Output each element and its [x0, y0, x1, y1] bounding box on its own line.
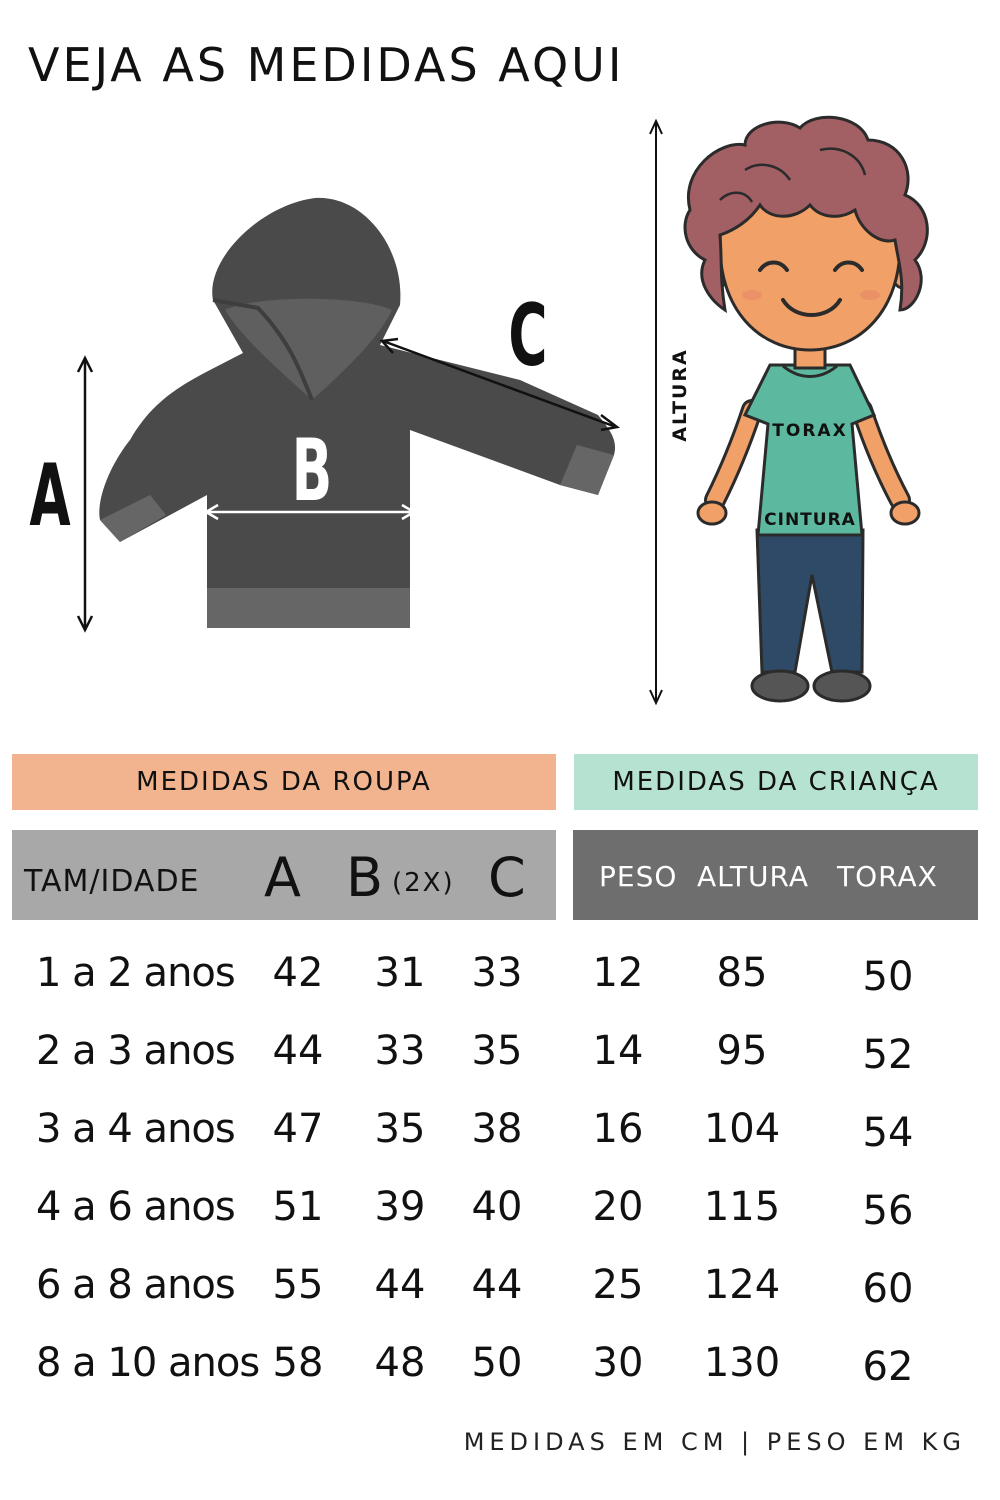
- cell-altura: 115: [703, 1184, 781, 1230]
- cell-peso: 25: [592, 1262, 644, 1308]
- cell-torax: 56: [862, 1188, 914, 1234]
- cell-tam: 8 a 10 anos: [36, 1340, 260, 1386]
- cell-b: 48: [374, 1340, 426, 1386]
- header-medidas-crianca: MEDIDAS DA CRIANÇA: [574, 754, 978, 810]
- cell-peso: 30: [592, 1340, 644, 1386]
- cell-torax: 62: [862, 1344, 914, 1390]
- label-altura: ALTURA: [669, 348, 691, 442]
- cell-altura: 95: [716, 1028, 768, 1074]
- col-b-note: (2X): [392, 868, 455, 898]
- table-row: [0, 1174, 1000, 1252]
- cell-altura: 130: [703, 1340, 781, 1386]
- cell-c: 38: [471, 1106, 523, 1152]
- cell-c: 44: [471, 1262, 523, 1308]
- cell-torax: 52: [862, 1032, 914, 1078]
- table-row: [0, 1018, 1000, 1096]
- cell-tam: 2 a 3 anos: [36, 1028, 235, 1074]
- child-icon: [685, 117, 927, 701]
- cell-a: 44: [272, 1028, 324, 1074]
- col-altura: ALTURA: [697, 860, 809, 893]
- cell-altura: 124: [703, 1262, 781, 1308]
- label-c: C: [508, 285, 548, 386]
- cell-a: 42: [272, 950, 324, 996]
- col-tam-idade: TAM/IDADE: [24, 864, 200, 899]
- column-header-roupa: [12, 830, 556, 920]
- size-table: [0, 940, 1000, 1408]
- cell-peso: 20: [592, 1184, 644, 1230]
- cell-altura: 104: [703, 1106, 781, 1152]
- cell-b: 33: [374, 1028, 426, 1074]
- measurement-illustration: [0, 110, 1000, 720]
- col-peso: PESO: [599, 860, 678, 893]
- cell-torax: 50: [862, 954, 914, 1000]
- label-b: B: [291, 420, 333, 521]
- cell-peso: 14: [592, 1028, 644, 1074]
- cell-peso: 16: [592, 1106, 644, 1152]
- col-c: C: [488, 846, 526, 909]
- page-title: VEJA AS MEDIDAS AQUI: [28, 38, 625, 92]
- col-torax: TORAX: [837, 860, 938, 893]
- table-row: [0, 1252, 1000, 1330]
- label-torax: TORAX: [772, 421, 848, 441]
- arrow-a-icon: [78, 358, 92, 630]
- header-medidas-roupa: MEDIDAS DA ROUPA: [12, 754, 556, 810]
- cell-b: 35: [374, 1106, 426, 1152]
- cell-c: 50: [471, 1340, 523, 1386]
- cell-c: 35: [471, 1028, 523, 1074]
- cell-a: 55: [272, 1262, 324, 1308]
- cell-tam: 3 a 4 anos: [36, 1106, 235, 1152]
- cell-peso: 12: [592, 950, 644, 996]
- column-header-crianca: [573, 830, 978, 920]
- cell-torax: 60: [862, 1266, 914, 1312]
- units-footer: MEDIDAS EM CM | PESO EM KG: [463, 1428, 966, 1456]
- col-a: A: [264, 846, 301, 909]
- table-row: [0, 1330, 1000, 1408]
- label-cintura: CINTURA: [764, 510, 856, 530]
- cell-tam: 4 a 6 anos: [36, 1184, 235, 1230]
- cell-a: 51: [272, 1184, 324, 1230]
- cell-b: 44: [374, 1262, 426, 1308]
- table-row: [0, 940, 1000, 1018]
- cell-b: 31: [374, 950, 426, 996]
- cell-c: 33: [471, 950, 523, 996]
- col-b: B: [346, 846, 384, 909]
- cell-altura: 85: [716, 950, 768, 996]
- cell-torax: 54: [862, 1110, 914, 1156]
- label-a: A: [29, 445, 71, 546]
- cell-tam: 1 a 2 anos: [36, 950, 235, 996]
- table-row: [0, 1096, 1000, 1174]
- cell-a: 47: [272, 1106, 324, 1152]
- cell-c: 40: [471, 1184, 523, 1230]
- hoodie-icon: [99, 198, 615, 628]
- arrow-altura-icon: [650, 121, 662, 703]
- cell-a: 58: [272, 1340, 324, 1386]
- cell-tam: 6 a 8 anos: [36, 1262, 235, 1308]
- cell-b: 39: [374, 1184, 426, 1230]
